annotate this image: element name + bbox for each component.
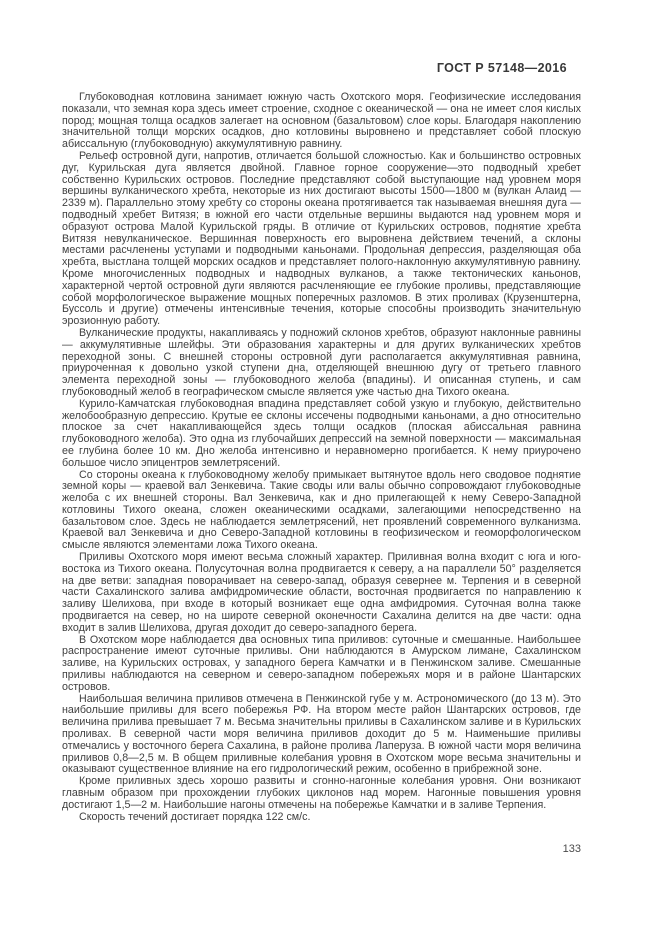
paragraph: Наибольшая величина приливов отмечена в Пенжинской губе у м. Астрономического (до 13 м). Это наибольшие приливы для всего побережья РФ. На втором месте район Шантарских островов, где величина прилива превышает 7 м. Весьма значительны приливы в Сахалинском заливе и в Курильских проливах. В северной части моря величина приливов доходит до 5 м. Наименьшие приливы отмечались у восточного берега Сахалина, в районе пролива Лаперуза. В южной части моря величина приливов 0,8—2,5 м. В общем приливные колебания уровня в Охотском море весьма значительны и оказывают существенное влияние на его гидрологический режим, особенно в прибрежной зоне. xyxy=(62,692,581,776)
paragraph: Скорость течений достигает порядка 122 см/с. xyxy=(79,810,311,823)
document-body xyxy=(62,92,581,823)
page-number: 133 xyxy=(562,843,581,855)
paragraph: Кроме приливных здесь хорошо развиты и сгонно-нагонные колебания уровня. Они возникают главным образом при прохождении глубоких циклонов над морем. Нагонные повышения уровня достигают 1,5—2 м. Наибольшие нагоны отмечены на побережье Камчатки и в заливе Терпения. xyxy=(62,775,581,811)
paragraph: В Охотском море наблюдается два основных типа приливов: суточные и смешанные. Наибольшее распространение имеют суточные приливы. Они наблюдаются в Амурском лимане, Сахалинском заливе, на Курильских островах, у западного берега Камчатки и в Пенжинском заливе. Смешанные приливы наблюдаются на северном и северо-западном побережьях моря и в районе Шантарских островов. xyxy=(62,633,581,693)
paragraph: Рельеф островной дуги, напротив, отличается большой сложностью. Как и большинство островных дуг, Курильская дуга является двойной. Главное горное сооружение—это подводный хребет собственно Курильских островов. Последние представляют собой выступающие над уровнем моря вершины вулканического хребта, некоторые из них достигают высоты 1500—1800 м (вулкан Алаид — 2339 м). Параллельно этому хребту со стороны океана протягивается так называемая внешняя дуга — подводный хребет Витязя; в южной его части отдельные вершины выдаются над уровнем моря и образуют острова Малой Курильской гряды. В отличие от Курильских островов, поднятие хребта Витязя невулканическое. Вершинная поверхность его выровнена действием течений, а склоны местами расчленены уступами и подводными каньонами. Продольная депрессия, разделяющая оба хребта, выстлана толщей морских осадков и представляет полого-наклонную аккумулятивную равнину. Кроме многочисленных подводных и надводных вулканов, а также тектонических каньонов, характерной чертой островной дуги являются расчленяющие ее глубокие проливы, представляющие собой морфологическое выражение мощных поперечных разломов. В этих проливах (Крузенштерна, Буссоль и другие) отмечены интенсивные течения, которые способны производить значительную эрозионную работу. xyxy=(62,149,581,328)
paragraph: Глубоководная котловина занимает южную часть Охотского моря. Геофизические исследования показали, что земная кора здесь имеет строение, сходное с океанической — она не имеет слоя кислых пород; мощная толща осадков залегает на основном (базальтовом) слое коры. Благодаря накоплению значительной толщи морских осадков, дно котловины выровнено и представляет собой плоскую абиссальную (глубоководную) аккумулятивную равнину. xyxy=(62,91,581,151)
paragraph: Приливы Охотского моря имеют весьма сложный характер. Приливная волна входит с юга и юго-востока из Тихого океана. Полусуточная волна продвигается к северу, а на параллели 50° разделяется на две ветви: западная поворачивает на северо-запад, образуя севернее м. Терпения и в северной части Сахалинского залива амфидромические области, восточная продвигается по направлению к заливу Шелихова, при входе в который возникает еще одна амфидромия. Суточная волна также продвигается на север, но на широте северной оконечности Сахалина делится на две части: одна входит в залив Шелихова, другая доходит до северо-западного берега. xyxy=(62,551,581,634)
paragraph: Курило-Камчатская глубоководная впадина представляет собой узкую и глубокую, действительно желобообразную депрессию. Крутые ее склоны иссечены подводными каньонами, а дно относительно плоское за счет накапливающейся здесь толщи осадков (плоская абиссальная равнина глубоководного желоба). Это одна из глубочайших депрессий на земной поверхности — максимальная ее глубина более 10 км. Дно желоба интенсивно и неравномерно прогибается. К нему приурочено большое число эпицентров землетрясений. xyxy=(62,397,581,469)
document-header: ГОСТ Р 57148—2016 xyxy=(436,61,567,75)
paragraph: Со стороны океана к глубоководному желобу примыкает вытянутое вдоль него сводовое поднятие земной коры — краевой вал Зенкевича. Такие своды или валы обычно сопровождают глубоководные желоба с их внешней стороны. Вал Зенкевича, как и дно прилегающей к нему Северо-Западной котловины Тихого океана, сложен океаническими осадками, залегающими непосредственно на базальтовом слое. Здесь не наблюдается землетрясений, нет проявлений современного вулканизма. Краевой вал Зенкевича и дно Северо-Западной котловины в геофизическом и геоморфологическом смысле являются элементами ложа Тихого океана. xyxy=(62,468,581,552)
paragraph: Вулканические продукты, накапливаясь у подножий склонов хребтов, образуют наклонные равнины — аккумулятивные шлейфы. Эти образования характерны и для других вулканических хребтов переходной зоны. С внешней стороны островной дуги располагается аккумулятивная равнина, приуроченная к довольно узкой ступени дна, отделяющей внешнюю дугу от третьего главного элемента переходной зоны — глубоководного желоба (впадины). И описанная ступень, и сам глубоководный желоб в географическом смысле является уже частью дна Тихого океана. xyxy=(62,326,581,398)
